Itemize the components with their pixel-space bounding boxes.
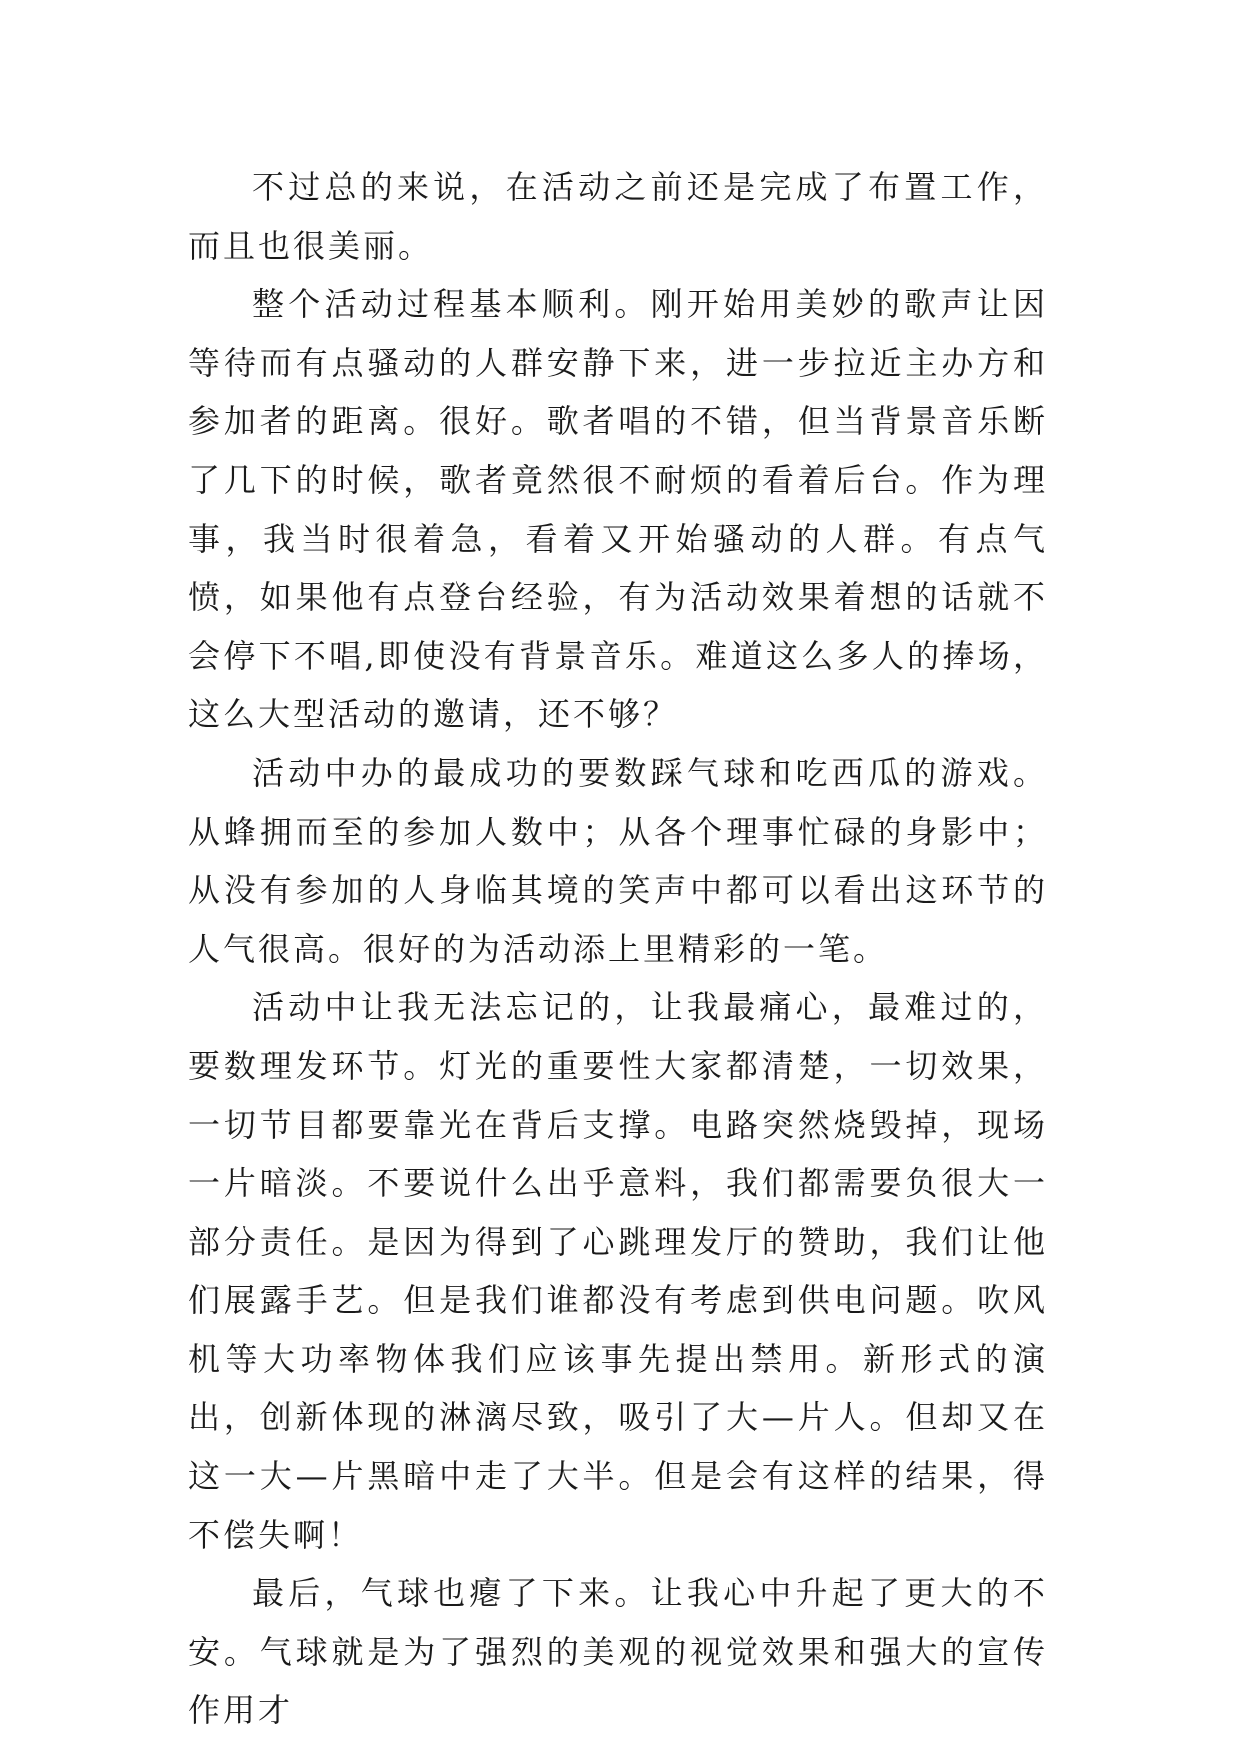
paragraph: 整个活动过程基本顺利。刚开始用美妙的歌声让因等待而有点骚动的人群安静下来，进一步拉近主办方和参加者的距离。很好。歌者唱的不错，但当背景音乐断了几下的时候，歌者竟然很不耐烦的看着后台。作为理事，我当时很着急，看着又开始骚动的人群。有点气愤，如果他有点登台经验，有为活动效果着想的话就不会停下不唱,即使没有背景音乐。难道这么多人的捧场，这么大型活动的邀请，还不够？ bbox=[188, 285, 1048, 734]
paragraph: 不过总的来说，在活动之前还是完成了布置工作，而且也很美丽。 bbox=[188, 168, 1048, 265]
paragraph: 活动中办的最成功的要数踩气球和吃西瓜的游戏。从蜂拥而至的参加人数中；从各个理事忙碌的身影中；从没有参加的人身临其境的笑声中都可以看出这环节的人气很高。很好的为活动添上里精彩的一笔。 bbox=[188, 753, 1048, 968]
paragraph: 最后，气球也瘪了下来。让我心中升起了更大的不安。气球就是为了强烈的美观的视觉效果和强大的宣传作用才 bbox=[188, 1574, 1048, 1730]
document-page bbox=[188, 158, 1048, 1740]
paragraph: 活动中让我无法忘记的，让我最痛心，最难过的，要数理发环节。灯光的重要性大家都清楚，一切效果，一切节目都要靠光在背后支撑。电路突然烧毁掉，现场一片暗淡。不要说什么出乎意料，我们都需要负很大一部分责任。是因为得到了心跳理发厅的赞助，我们让他们展露手艺。但是我们谁都没有考虑到供电问题。吹风机等大功率物体我们应该事先提出禁用。新形式的演出，创新体现的淋漓尽致，吸引了大—片人。但却又在这一大—片黑暗中走了大半。但是会有这样的结果，得不偿失啊！ bbox=[188, 988, 1048, 1554]
